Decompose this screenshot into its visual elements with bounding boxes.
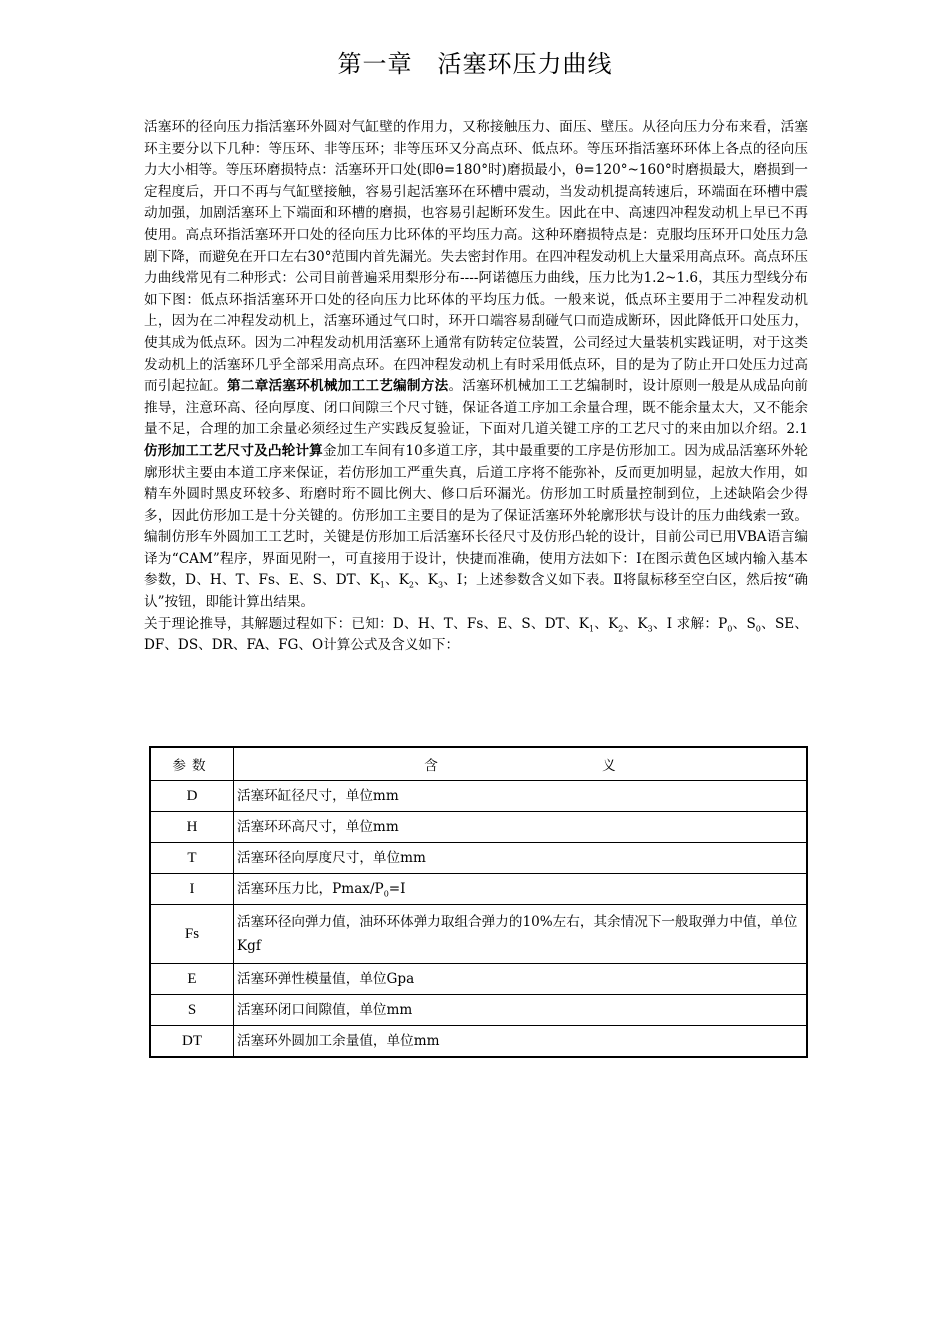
meaning-cell: 活塞环缸径尺寸，单位mm (234, 781, 808, 812)
paragraph-text: 、K (623, 615, 648, 632)
meaning-text: 活塞环压力比，Pmax/P (237, 881, 384, 897)
table-row (150, 843, 807, 874)
param-cell: D (150, 781, 234, 812)
table-row (150, 1026, 807, 1058)
param-cell: T (150, 843, 234, 874)
body-text (144, 117, 808, 657)
subscript: 1 (379, 581, 385, 591)
paragraph-text: 、K (384, 572, 409, 589)
subscript: 2 (618, 624, 624, 634)
table-row (150, 781, 807, 812)
subscript: 0 (755, 624, 761, 634)
param-cell: H (150, 812, 234, 843)
table-row (150, 812, 807, 843)
paragraph-text: 、I；上述参数含义如下表。Ⅱ将鼠标移至空白区，然后按“确认”按钮，即能计算出结果。 (144, 572, 808, 611)
table-row (150, 995, 807, 1026)
table-header-row (150, 747, 807, 781)
table-row (150, 874, 807, 905)
paragraph-text: 、S (732, 615, 756, 632)
meaning-cell: 活塞环闭口间隙值，单位mm (234, 995, 808, 1026)
paragraph-text: 、SE、DF、DS、DR、FA、FG、O计算公式及含义如下： (144, 615, 809, 654)
meaning-cell: 活塞环外圆加工余量值，单位mm (234, 1026, 808, 1058)
paragraph-text: 活塞环的径向压力指活塞环外圆对气缸壁的作用力，又称接触压力、面压、壁压。从径向压力分布来看，活塞环主要分以下几种：等压环、非等压环；非等压环又分高点环、低点环。等压环指活塞环环体上各点的径向压力大小相等。等压环磨损特点：活塞环开口处(即θ=180°时)磨损最小，θ=120°~160°时磨损最大，磨损到一定程度后，开口不再与气缸壁接触，容易引起活塞环在环槽中震动，当发动机提高转速后，环端面在环槽中震动加强，加剧活塞环上下端面和环槽的磨损，也容易引起断环发生。因此在中、高速四冲程发动机上早已不再使用。高点环指活塞环开口处的径向压力比环体的平均压力高。这种环磨损特点是：克服均压环开口处压力急剧下降，而避免在开口左右30°范围内首先漏光。失去密封作用。在四冲程发动机上大量采用高点环。高点环压力曲线常见有二种形式：公司目前普遍采用梨形分布----阿诺德压力曲线，压力比为1.2~1.6，其压力型线分布如下图：低点环指活塞环开口处的径向压力比环体的平均压力低。一般来说，低点环主要用于二冲程发动机上，因为在二冲程发动机上，活塞环通过气口时，环开口端容易刮碰气口而造成断环，因此降低开口处压力，使其成为低点环。因为二冲程发动机用活塞环上通常有防转定位装置，公司经过大量装机实践证明，对于这类发动机上的活塞环几乎全部采用高点环。在四冲程发动机上有时采用低点环，目的是为了防止开口处压力过高而引起拉缸。 (144, 119, 808, 395)
header-meaning: 含 义 (234, 747, 808, 781)
parameter-table (149, 746, 808, 1058)
paragraph-text: 金加工车间有10多道工序，其中最重要的工序是仿形加工。因为成品活塞环外轮廓形状主要由本道工序来保证，若仿形加工严重失真，后道工序将不能弥补，反而更加明显，起放大作用，如精车外圆时黑皮环较多、珩磨时珩不圆比例大、修口后环漏光。仿形加工时质量控制到位，上述缺陷会少得多，因此仿形加工是十分关键的。仿形加工主要目的是为了保证活塞环外轮廓形状与设计的压力曲线索一致。编制仿形车外圆加工工艺时，关键是仿形加工后活塞环长径尺寸及仿形凸轮的设计，目前公司已用VBA语言编译为“CAM”程序，界面见附一，可直接用于设计，快捷而准确，使用方法如下：Ⅰ在图示黄色区域内输入基本参数，D、H、T、Fs、E、S、DT、K (144, 442, 808, 589)
meaning-cell: 活塞环径向弹力值，油环环体弹力取组合弹力的10%左右，其余情况下一般取弹力中值，单位Kgf (234, 905, 808, 964)
chapter-2-heading: 第二章活塞环机械加工工艺编制方法 (227, 378, 449, 395)
param-cell: DT (150, 1026, 234, 1058)
subscript: 1 (588, 624, 595, 634)
paragraph-text: 、I 求解：P (652, 615, 728, 632)
section-2-1-heading: 仿形加工工艺尺寸及凸轮计算 (144, 442, 323, 459)
meaning-text: =I (388, 881, 406, 897)
page-title: 第一章 活塞环压力曲线 (337, 50, 613, 78)
subscript: 0 (727, 624, 733, 634)
table-row (150, 964, 807, 995)
subscript: 2 (408, 581, 414, 591)
meaning-cell: 活塞环弹性模量值，单位Gpa (234, 964, 808, 995)
paragraph-main (144, 117, 808, 614)
param-cell: I (150, 874, 234, 905)
paragraph-text: 关于理论推导，其解题过程如下：已知：D、H、T、Fs、E、S、DT、K (144, 615, 589, 632)
meaning-cell: 活塞环径向厚度尺寸，单位mm (234, 843, 808, 874)
param-cell: S (150, 995, 234, 1026)
param-cell: Fs (150, 905, 234, 964)
table-row (150, 905, 807, 964)
meaning-cell: 活塞环环高尺寸，单位mm (234, 812, 808, 843)
paragraph-text: 。活塞环机械加工工艺编制时，设计原则一般是从成品向前推导，注意环高、径向厚度、闭口间隙三个尺寸链，保证各道工序加工余量合理，既不能余量太大，又不能余量不足，合理的加工余量必须经过生产实践反复验证，下面对几道关键工序的工艺尺寸的来由加以介绍。2.1 (144, 378, 809, 438)
meaning-cell (234, 874, 808, 905)
header-param: 参数 (150, 747, 234, 781)
paragraph-derivation (144, 614, 808, 657)
param-cell: E (150, 964, 234, 995)
paragraph-text: 、K (413, 572, 438, 589)
subscript: 3 (647, 624, 653, 634)
paragraph-text: 、K (594, 615, 619, 632)
subscript: 0 (383, 889, 389, 899)
subscript: 3 (437, 581, 444, 591)
